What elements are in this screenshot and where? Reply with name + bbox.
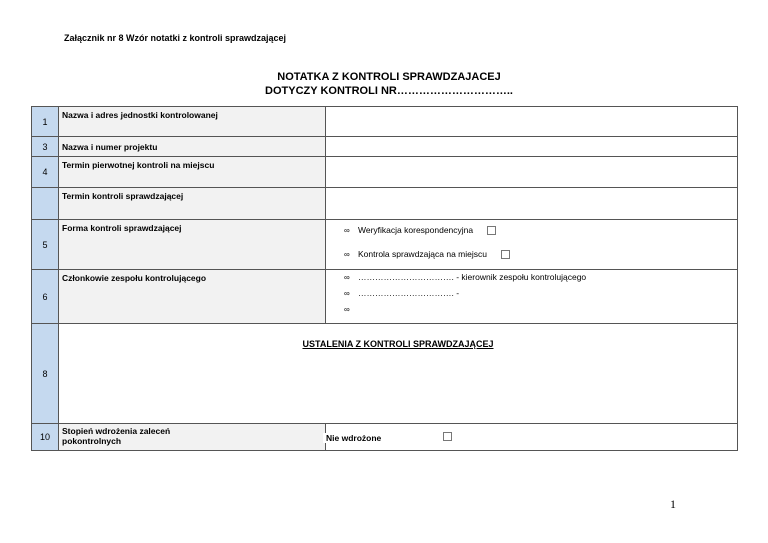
row-label: Nazwa i adres jednostki kontrolowanej [59,107,326,137]
control-note-form [31,106,738,451]
document-title [0,70,768,98]
form-row-8 [32,324,738,424]
status-label: Nie wdrożone [323,433,381,443]
bullet-icon: ∞ [344,249,350,259]
option-onsite [326,246,737,262]
checkbox-onsite[interactable] [501,250,510,259]
bullet-icon: ∞ [344,304,350,314]
member-line[interactable] [326,301,737,317]
row-label: Członkowie zespołu kontrolującego [59,270,326,324]
option-correspondence [326,222,737,238]
control-form-options [326,220,738,270]
row-number: 10 [32,424,59,451]
bullet-icon: ∞ [344,225,350,235]
page-number: 1 [670,497,676,511]
row-label: Termin kontroli sprawdzającej [59,188,326,220]
document-header-note: Załącznik nr 8 Wzór notatki z kontroli sprawdzającej [64,33,287,43]
initial-control-date-field[interactable] [326,157,738,188]
row-number: 6 [32,270,59,324]
row-number: 3 [32,137,59,157]
row-label: Nazwa i numer projektu [59,137,326,157]
form-row-5 [32,220,738,270]
form-row-3 [32,137,738,157]
bullet-icon: ∞ [344,288,350,298]
form-row-1 [32,107,738,137]
member-text: ……………………………. - kierownik zespołu kontrolującego [358,272,587,282]
row-number: 5 [32,220,59,270]
form-row-4b [32,188,738,220]
row-number [32,188,59,220]
row-label: Forma kontroli sprawdzającej [59,220,326,270]
row-label: Termin pierwotnej kontroli na miejscu [59,157,326,188]
row-number: 1 [32,107,59,137]
member-text: ……………………………. - [358,288,460,298]
member-line[interactable] [326,285,737,301]
row-number: 8 [32,324,59,424]
form-row-10 [32,424,738,451]
row-label [59,424,326,451]
member-line[interactable] [326,269,737,285]
form-row-6 [32,270,738,324]
checkbox-correspondence[interactable] [487,226,496,235]
checkbox-not-implemented[interactable] [443,432,452,441]
option-label: Weryfikacja korespondencyjna [358,225,474,235]
option-label: Kontrola sprawdzająca na miejscu [358,249,487,259]
findings-heading: USTALENIA Z KONTROLI SPRAWDZAJĄCEJ [302,339,494,349]
followup-control-date-field[interactable] [326,188,738,220]
project-name-number-field[interactable] [326,137,738,157]
implementation-label: Stopień wdrożenia zaleceń pokontrolnych [62,426,171,446]
implementation-status [326,424,738,451]
team-members-list [326,270,738,324]
title-line-2: DOTYCZY KONTROLI NR………………………….. [265,85,513,97]
findings-section[interactable] [59,324,738,424]
unit-name-address-field[interactable] [326,107,738,137]
row-number: 4 [32,157,59,188]
form-row-4 [32,157,738,188]
title-line-1: NOTATKA Z KONTROLI SPRAWDZAJACEJ [277,71,501,83]
bullet-icon: ∞ [344,272,350,282]
